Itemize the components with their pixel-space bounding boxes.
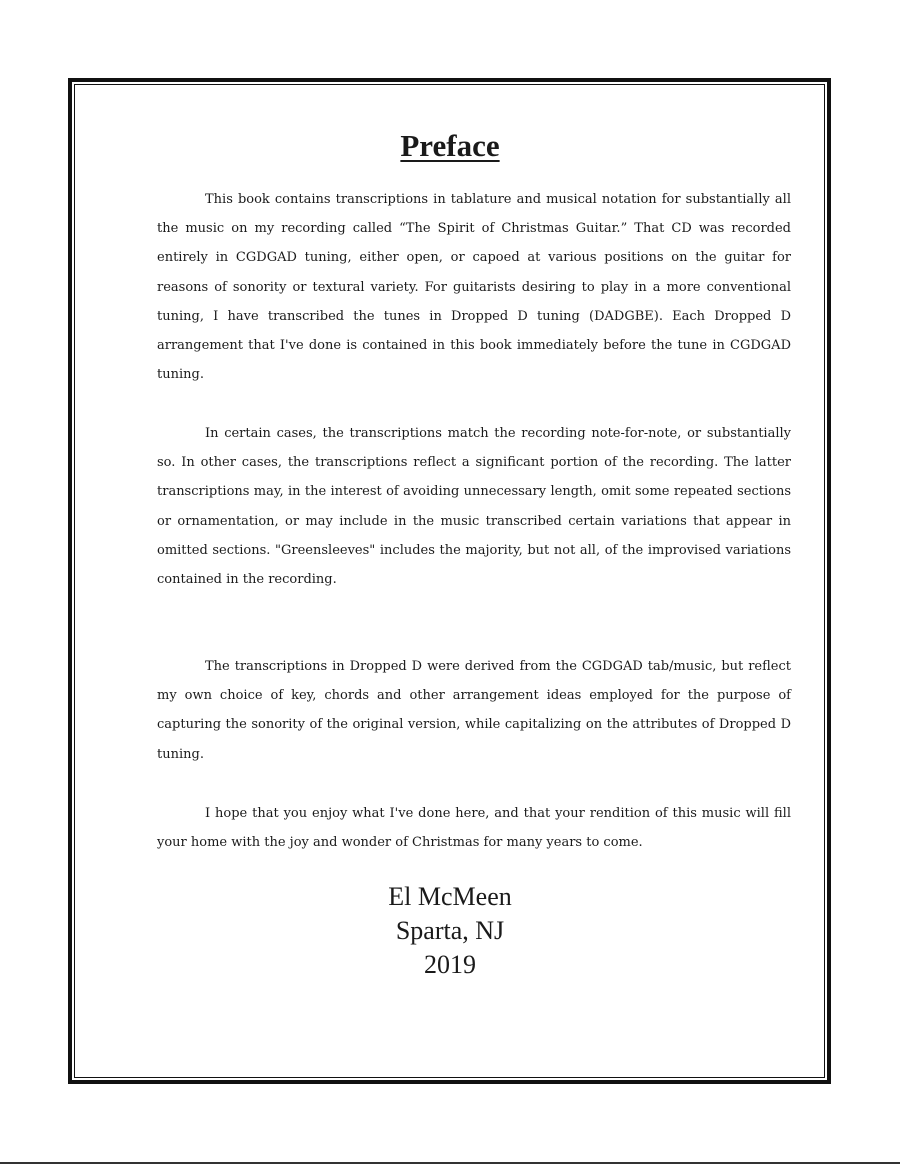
preface-paragraph-2: In certain cases, the transcriptions match the recording note-for-note, or substantially so. In other cases, the transcriptions reflect a significant portion of the recording. The latter transcriptions may, in the interest of avoiding unnecessary length, omit some repeated sections or ornamentation, or may include in the music transcribed certain variations that appear in omitted sections. "Greensleeves" includes the majority, but not all, of the improvised variations contained in the recording. bbox=[157, 426, 791, 588]
preface-paragraph-1: This book contains transcriptions in tablature and musical notation for substantially all the music on my recording called “The Spirit of Christmas Guitar.” That CD was recorded entirely in CGDGAD tuning, either open, or capoed at various positions on the guitar for reasons of sonority or textural variety. For guitarists desiring to play in a more conventional tuning, I have transcribed the tunes in Dropped D tuning (DADGBE). Each Dropped D arrangement that I've done is contained in this book immediately before the tune in CGDGAD tuning. bbox=[157, 192, 791, 383]
author-location: Sparta, NJ bbox=[395, 916, 505, 945]
preface-paragraph-3: The transcriptions in Dropped D were derived from the CGDGAD tab/music, but reflect my own choice of key, chords and other arrangement ideas employed for the purpose of capturing the sonority of the original version, while capitalizing on the attributes of Dropped D tuning. bbox=[157, 659, 791, 762]
page-title: Preface bbox=[400, 128, 500, 163]
preface-paragraph-4: I hope that you enjoy what I've done here, and that your rendition of this music will fill your home with the joy and wonder of Christmas for many years to come. bbox=[157, 806, 791, 851]
signature-block bbox=[0, 880, 900, 982]
author-name: El McMeen bbox=[388, 882, 512, 911]
signature-year: 2019 bbox=[424, 950, 476, 979]
